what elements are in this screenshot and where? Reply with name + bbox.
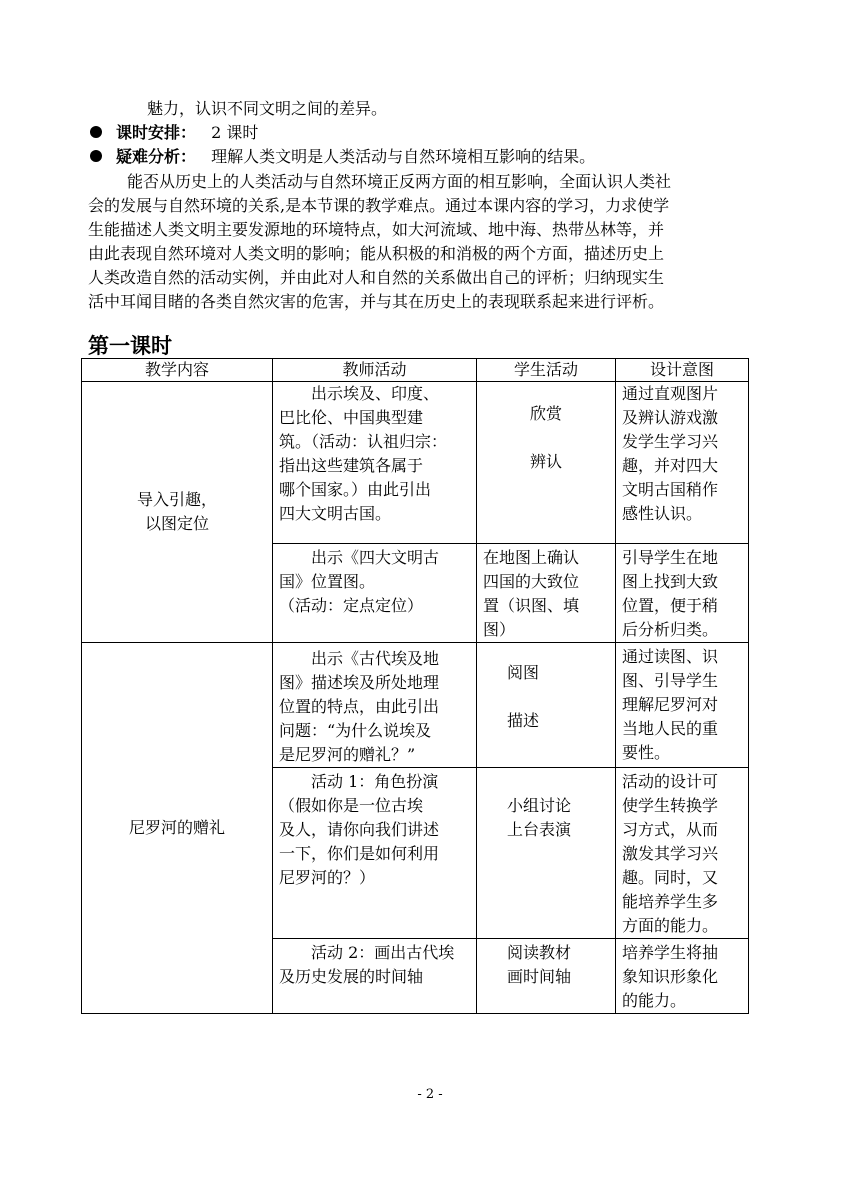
header-teacher: 教师活动	[273, 359, 477, 382]
teacher-cell: 活动 1：角色扮演 （假如你是一位古埃 及人，请你向我们讲述 一下，你们是如何利用 尼罗河的？）	[273, 768, 477, 939]
content-cell: 尼罗河的赠礼	[82, 643, 273, 1014]
teacher-cell: 出示埃及、印度、 巴比伦、中国典型建 筑。（活动：认祖归宗： 指出这些建筑各属于 哪个国家。）由此引出 四大文明古国。	[273, 382, 477, 544]
paragraph-line: 会的发展与自然环境的关系,是本节课的教学难点。通过本课内容的学习，力求使学	[88, 196, 670, 215]
paragraph-line: 能否从历史上的人类活动与自然环境正反两方面的相互影响，全面认识人类社	[127, 172, 672, 191]
content-cell: 导入引趣， 以图定位	[82, 382, 273, 643]
paragraph-line: 由此表现自然环境对人类文明的影响；能从积极的和消极的两个方面，描述历史上	[88, 244, 665, 263]
teacher-cell: 活动 2：画出古代埃 及历史发展的时间轴	[273, 939, 477, 1014]
student-cell: 阅读教材 画时间轴	[477, 939, 616, 1014]
intent-cell: 通过直观图片 及辨认游戏激 发学生学习兴 趣，并对四大 文明古国稍作 感性认识。	[616, 382, 749, 544]
lesson-table	[81, 358, 749, 1014]
section-title: 第一课时	[88, 334, 172, 358]
intent-cell: 通过读图、识 图、引导学生 理解尼罗河对 当地人民的重 要性。	[616, 643, 749, 768]
student-cell: 欣赏 辨认	[477, 382, 616, 544]
intent-cell: 引导学生在地 图上找到大致 位置，便于稍 后分析归类。	[616, 544, 749, 643]
intent-cell: 活动的设计可 使学生转换学 习方式，从而 激发其学习兴 趣。同时，又 能培养学生多 方面的能力。	[616, 768, 749, 939]
paragraph-line: 活中耳闻目睹的各类自然灾害的危害，并与其在历史上的表现联系起来进行评析。	[88, 292, 665, 311]
header-intent: 设计意图	[616, 359, 749, 382]
header-student: 学生活动	[477, 359, 616, 382]
hours-label: 课时安排：	[116, 123, 197, 142]
hours-value: 2 课时	[211, 123, 259, 142]
student-cell: 小组讨论 上台表演	[477, 768, 616, 939]
table-row	[82, 382, 749, 544]
header-content: 教学内容	[82, 359, 273, 382]
difficulty-row	[88, 145, 595, 168]
student-cell: 阅图 描述	[477, 643, 616, 768]
intent-cell: 培养学生将抽 象知识形象化 的能力。	[616, 939, 749, 1014]
page-number: - 2 -	[417, 1087, 443, 1102]
teacher-cell: 出示《四大文明古 国》位置图。 （活动：定点定位）	[273, 544, 477, 643]
table-row	[82, 643, 749, 768]
paragraph-line: 生能描述人类文明主要发源地的环境特点，如大河流域、地中海、热带丛林等，并	[88, 220, 665, 239]
hours-row	[88, 121, 258, 144]
bullet-icon	[90, 126, 102, 138]
table-header-row	[82, 359, 749, 382]
intro-line: 魅力，认识不同文明之间的差异。	[147, 99, 388, 118]
difficulty-label: 疑难分析：	[116, 147, 197, 166]
paragraph-line: 人类改造自然的活动实例，并由此对人和自然的关系做出自己的评析；归纳现实生	[88, 268, 665, 287]
teacher-cell: 出示《古代埃及地 图》描述埃及所处地理 位置的特点，由此引出 问题：“为什么说埃及 是尼罗河的赠礼？”	[273, 643, 477, 768]
difficulty-value: 理解人类文明是人类活动与自然环境相互影响的结果。	[211, 147, 596, 166]
student-cell: 在地图上确认 四国的大致位 置（识图、填 图）	[477, 544, 616, 643]
bullet-icon	[90, 150, 102, 162]
